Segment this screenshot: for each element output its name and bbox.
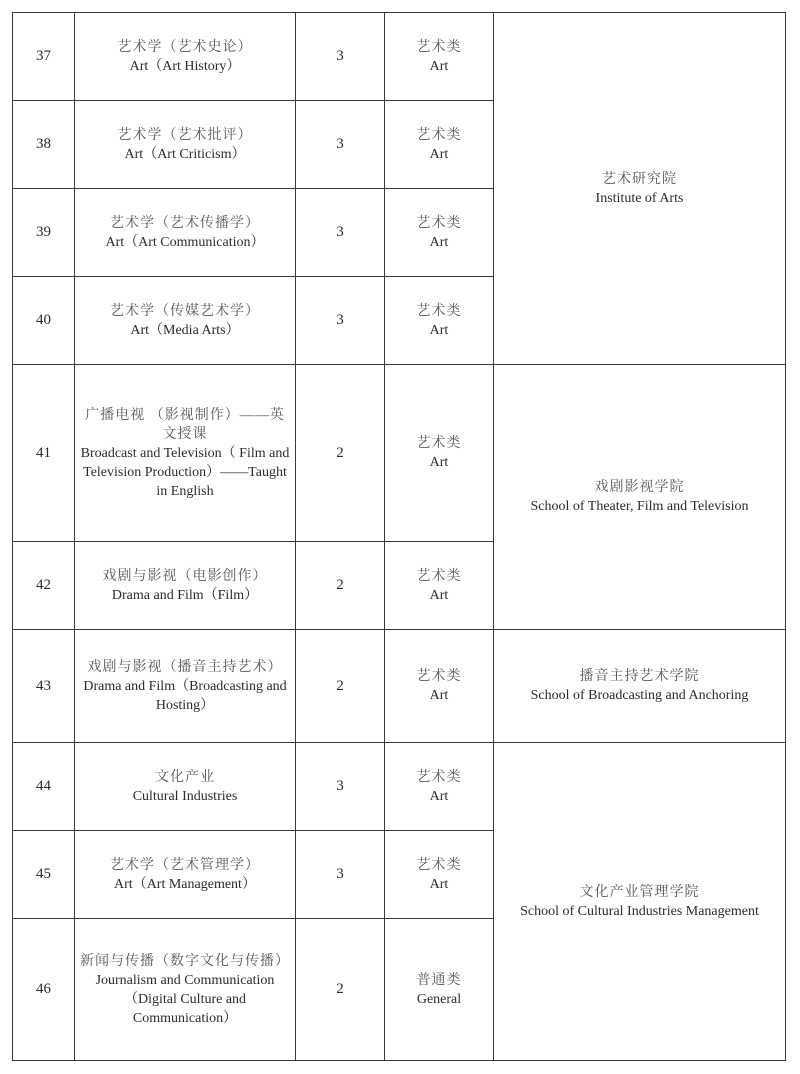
program-category bbox=[385, 743, 494, 831]
category-en: Art bbox=[429, 876, 449, 892]
program-years: 3 bbox=[296, 189, 385, 277]
program-years: 3 bbox=[296, 831, 385, 919]
program-name bbox=[75, 831, 296, 919]
row-number: 39 bbox=[13, 189, 75, 277]
program-name bbox=[75, 630, 296, 743]
school-cultural-industries-management bbox=[494, 743, 786, 1061]
table-row bbox=[13, 630, 786, 743]
program-name-zh: 艺术学（艺术传播学） bbox=[110, 215, 260, 231]
school-name-en: School of Theater, Film and Television bbox=[530, 499, 749, 514]
table-row bbox=[13, 13, 786, 101]
program-years: 2 bbox=[296, 542, 385, 630]
program-years: 3 bbox=[296, 13, 385, 101]
program-years: 3 bbox=[296, 277, 385, 365]
school-name-zh: 戏剧影视学院 bbox=[594, 480, 685, 495]
program-name-en: Art（Art Criticism） bbox=[124, 146, 246, 162]
category-en: Art bbox=[429, 455, 449, 470]
program-name-zh: 艺术学（艺术管理学） bbox=[110, 857, 260, 873]
program-name bbox=[75, 743, 296, 831]
program-name bbox=[75, 101, 296, 189]
program-years: 2 bbox=[296, 365, 385, 542]
program-name bbox=[75, 365, 296, 542]
program-name-en: Broadcast and Television（ Film and Television Production）——Taught in English bbox=[80, 445, 290, 499]
program-name-zh: 戏剧与影视（电影创作） bbox=[102, 568, 268, 584]
program-years: 3 bbox=[296, 101, 385, 189]
category-en: Art bbox=[429, 587, 449, 603]
row-number: 44 bbox=[13, 743, 75, 831]
category-zh: 艺术类 bbox=[416, 39, 462, 55]
program-name-en: Drama and Film（Film） bbox=[111, 587, 259, 603]
program-category bbox=[385, 101, 494, 189]
school-name-en: School of Broadcasting and Anchoring bbox=[530, 688, 749, 703]
table-row bbox=[13, 743, 786, 831]
row-number: 45 bbox=[13, 831, 75, 919]
school-broadcasting-anchoring bbox=[494, 630, 786, 743]
school-theater-film-tv bbox=[494, 365, 786, 630]
school-name-zh: 艺术研究院 bbox=[602, 171, 677, 187]
table-row bbox=[13, 365, 786, 542]
school-institute-of-arts bbox=[494, 13, 786, 365]
category-en: General bbox=[416, 991, 462, 1007]
program-name-zh: 戏剧与影视（播音主持艺术） bbox=[87, 659, 283, 675]
program-table bbox=[12, 12, 786, 1061]
row-number: 46 bbox=[13, 919, 75, 1061]
row-number: 43 bbox=[13, 630, 75, 743]
program-category bbox=[385, 277, 494, 365]
category-zh: 艺术类 bbox=[416, 568, 462, 584]
category-zh: 艺术类 bbox=[416, 769, 462, 785]
program-years: 2 bbox=[296, 630, 385, 743]
category-zh: 艺术类 bbox=[416, 215, 462, 231]
program-name-zh: 艺术学（传媒艺术学） bbox=[110, 303, 260, 319]
row-number: 41 bbox=[13, 365, 75, 542]
program-name-en: Journalism and Communication（Digital Culture and Communication） bbox=[95, 972, 275, 1026]
category-zh: 艺术类 bbox=[416, 303, 462, 319]
program-category bbox=[385, 189, 494, 277]
row-number: 42 bbox=[13, 542, 75, 630]
program-name-zh: 文化产业 bbox=[155, 769, 215, 785]
program-name-zh: 艺术学（艺术批评） bbox=[117, 127, 253, 143]
program-category bbox=[385, 919, 494, 1061]
program-category bbox=[385, 831, 494, 919]
category-en: Art bbox=[429, 688, 449, 703]
program-name-en: Drama and Film（Broadcasting and Hosting） bbox=[83, 678, 287, 713]
category-zh: 艺术类 bbox=[416, 669, 462, 684]
school-name-en: School of Cultural Industries Management bbox=[520, 903, 759, 919]
program-name-en: Art（Media Arts） bbox=[130, 322, 240, 338]
program-years: 3 bbox=[296, 743, 385, 831]
program-name bbox=[75, 919, 296, 1061]
school-name-zh: 文化产业管理学院 bbox=[579, 884, 700, 900]
program-name-en: Art（Art Communication） bbox=[105, 234, 265, 250]
category-en: Art bbox=[429, 146, 449, 162]
program-category bbox=[385, 13, 494, 101]
row-number: 38 bbox=[13, 101, 75, 189]
program-name-zh: 广播电视 （影视制作）——英文授课 bbox=[85, 407, 285, 442]
category-zh: 艺术类 bbox=[416, 857, 462, 873]
program-category bbox=[385, 630, 494, 743]
category-en: Art bbox=[429, 234, 449, 250]
row-number: 37 bbox=[13, 13, 75, 101]
school-name-en: Institute of Arts bbox=[595, 190, 684, 206]
category-en: Art bbox=[429, 322, 449, 338]
category-zh: 普通类 bbox=[416, 972, 462, 988]
program-name-zh: 艺术学（艺术史论） bbox=[117, 39, 253, 55]
program-category bbox=[385, 365, 494, 542]
program-name-en: Cultural Industries bbox=[132, 788, 238, 804]
row-number: 40 bbox=[13, 277, 75, 365]
category-en: Art bbox=[429, 788, 449, 804]
program-name-en: Art（Art Management） bbox=[114, 876, 256, 892]
school-name-zh: 播音主持艺术学院 bbox=[579, 669, 700, 684]
program-name bbox=[75, 277, 296, 365]
program-name bbox=[75, 542, 296, 630]
category-zh: 艺术类 bbox=[416, 127, 462, 143]
program-name bbox=[75, 189, 296, 277]
program-name bbox=[75, 13, 296, 101]
program-years: 2 bbox=[296, 919, 385, 1061]
category-en: Art bbox=[429, 58, 449, 74]
program-category bbox=[385, 542, 494, 630]
category-zh: 艺术类 bbox=[416, 436, 462, 451]
program-name-en: Art（Art History） bbox=[129, 58, 241, 74]
program-name-zh: 新闻与传播（数字文化与传播） bbox=[80, 953, 290, 969]
